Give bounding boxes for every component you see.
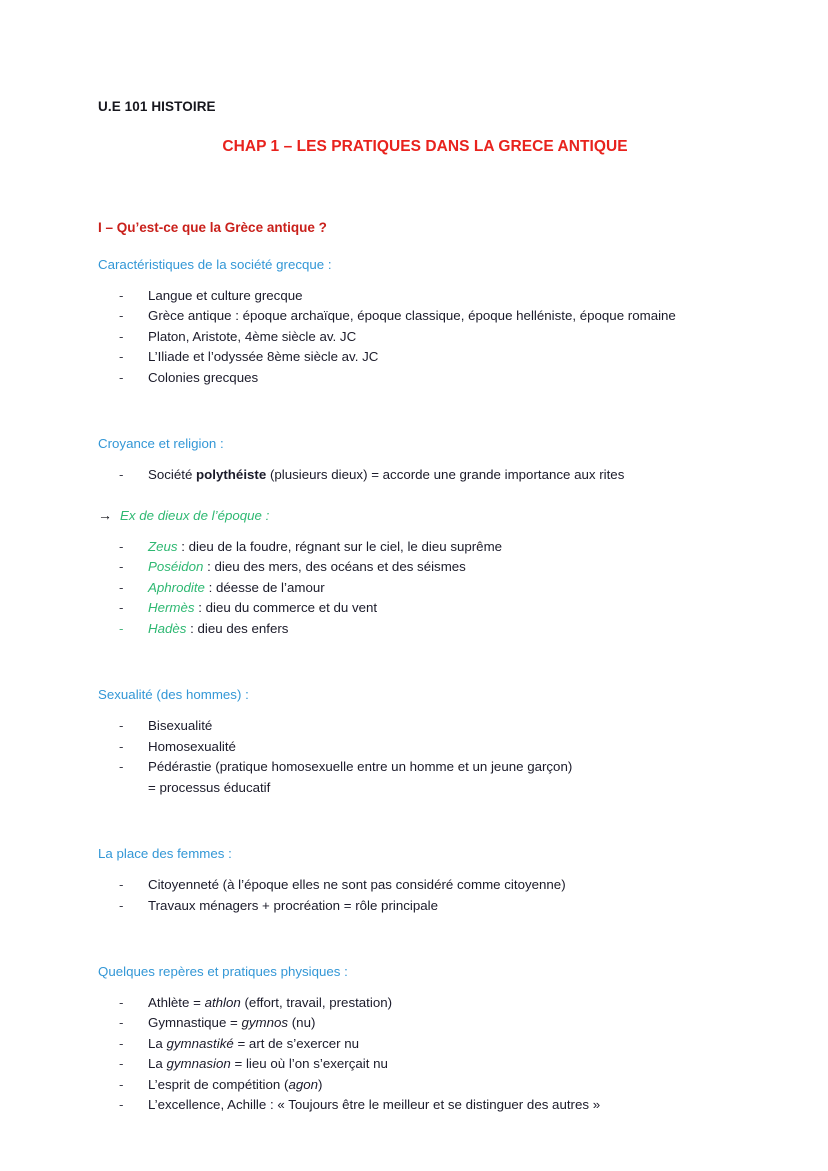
dash-bullet-icon: - xyxy=(119,994,124,1010)
god-description: : dieu des mers, des océans et des séismes xyxy=(203,559,466,575)
greek-term: athlon xyxy=(204,994,241,1010)
list-item-text: Langue et culture grecque xyxy=(148,288,303,303)
list-item xyxy=(98,1034,738,1054)
greek-term: gymnasion xyxy=(166,1056,231,1072)
god-description: : déesse de l’amour xyxy=(204,579,325,595)
dash-bullet-icon: - xyxy=(119,467,124,483)
list-croyance xyxy=(98,465,738,485)
dash-bullet-icon: - xyxy=(119,328,124,344)
list-item-suffix: ) xyxy=(318,1076,323,1092)
greek-term: gymnastiké xyxy=(166,1035,234,1051)
list-item xyxy=(98,1095,738,1115)
list-sexualite xyxy=(98,716,738,798)
list-item xyxy=(98,286,738,306)
list-item-prefix: Athlète = xyxy=(148,994,205,1010)
list-item-prefix: Société xyxy=(148,467,197,483)
list-caracteristiques xyxy=(98,286,738,388)
list-item xyxy=(98,757,738,798)
subheading-croyance: Croyance et religion : xyxy=(98,436,224,452)
dash-bullet-icon: - xyxy=(119,538,124,554)
god-description: : dieu du commerce et du vent xyxy=(194,600,378,616)
list-item-text: Homosexualité xyxy=(148,738,236,754)
subheading-sexualite: Sexualité (des hommes) : xyxy=(98,687,249,703)
list-item xyxy=(98,993,738,1013)
list-item xyxy=(98,557,738,577)
list-item xyxy=(98,598,738,618)
arrow-note-dieux xyxy=(98,508,738,523)
list-item xyxy=(98,578,738,598)
dash-bullet-icon: - xyxy=(119,288,124,303)
list-femmes xyxy=(98,875,738,916)
greek-term: agon xyxy=(288,1076,319,1092)
list-item-text: Grèce antique : époque archaïque, époque classique, époque helléniste, époque romaine xyxy=(148,308,676,324)
dash-bullet-icon: - xyxy=(119,738,124,754)
subheading-femmes: La place des femmes : xyxy=(98,846,232,862)
list-item-prefix: L’esprit de compétition ( xyxy=(148,1076,289,1092)
list-item xyxy=(98,537,738,557)
section-heading-1: I – Qu’est-ce que la Grèce antique ? xyxy=(98,220,327,235)
list-item xyxy=(98,327,738,347)
dash-bullet-icon: - xyxy=(119,759,124,775)
list-item xyxy=(98,716,738,736)
dash-bullet-icon: - xyxy=(119,877,124,893)
list-item-prefix: Gymnastique = xyxy=(148,1015,242,1031)
god-description: : dieu des enfers xyxy=(186,620,289,636)
god-name: Zeus xyxy=(148,538,178,554)
list-item-text: Travaux ménagers + procréation = rôle principale xyxy=(148,897,438,913)
list-item xyxy=(98,368,738,388)
list-item-suffix: (nu) xyxy=(288,1015,316,1031)
course-code: U.E 101 HISTOIRE xyxy=(98,99,216,114)
dash-bullet-icon: - xyxy=(119,620,124,636)
list-item-suffix: = lieu où l’on s’exerçait nu xyxy=(230,1056,388,1072)
god-name: Aphrodite xyxy=(148,579,205,595)
greek-term: gymnos xyxy=(241,1015,289,1031)
list-item xyxy=(98,737,738,757)
list-item-suffix: = art de s’exercer nu xyxy=(233,1035,360,1051)
list-item xyxy=(98,1075,738,1095)
list-item-text: Colonies grecques xyxy=(148,369,259,385)
list-item xyxy=(98,1054,738,1074)
subheading-reperes: Quelques repères et pratiques physiques : xyxy=(98,963,348,979)
document-content xyxy=(98,99,738,1116)
list-item-text: Citoyenneté (à l’époque elles ne sont pas considéré comme citoyenne) xyxy=(148,877,566,893)
list-item xyxy=(98,1013,738,1033)
subheading-caracteristiques: Caractéristiques de la société grecque : xyxy=(98,257,332,272)
list-item-suffix: (plusieurs dieux) = accorde une grande importance aux rites xyxy=(266,467,625,483)
list-item xyxy=(98,896,738,916)
god-description: : dieu de la foudre, régnant sur le ciel, le dieu suprême xyxy=(177,538,503,554)
god-name: Hadès xyxy=(148,620,187,636)
list-dieux xyxy=(98,537,738,639)
dash-bullet-icon: - xyxy=(119,1056,124,1072)
dash-bullet-icon: - xyxy=(119,1076,124,1092)
dash-bullet-icon: - xyxy=(119,1035,124,1051)
arrow-right-icon: → xyxy=(98,506,112,523)
list-item xyxy=(98,619,738,639)
dash-bullet-icon: - xyxy=(119,1015,124,1031)
dash-bullet-icon: - xyxy=(119,369,124,385)
dash-bullet-icon: - xyxy=(119,897,124,913)
list-item xyxy=(98,306,738,326)
list-item xyxy=(98,465,738,485)
dash-bullet-icon: - xyxy=(119,1097,124,1113)
list-item-continuation: = processus éducatif xyxy=(148,779,271,795)
chapter-title: CHAP 1 – LES PRATIQUES DANS LA GRECE ANTIQUE xyxy=(222,138,628,155)
list-item-bold-term: polythéiste xyxy=(196,467,267,483)
list-item-prefix: L’excellence, Achille : « Toujours être le meilleur et se distinguer des autres » xyxy=(148,1097,601,1113)
list-item-prefix: La xyxy=(148,1035,167,1051)
dash-bullet-icon: - xyxy=(119,600,124,616)
list-reperes xyxy=(98,993,738,1116)
list-item-text: Platon, Aristote, 4ème siècle av. JC xyxy=(148,328,357,344)
dash-bullet-icon: - xyxy=(119,559,124,575)
dash-bullet-icon: - xyxy=(119,718,124,734)
arrow-note-text: Ex de dieux de l’époque : xyxy=(120,507,270,523)
list-item xyxy=(98,347,738,367)
list-item-text: Bisexualité xyxy=(148,718,213,734)
list-item-text: L’Iliade et l’odyssée 8ème siècle av. JC xyxy=(148,349,379,365)
dash-bullet-icon: - xyxy=(119,579,124,595)
dash-bullet-icon: - xyxy=(119,349,124,365)
god-name: Hermès xyxy=(148,600,195,616)
list-item-prefix: La xyxy=(148,1056,167,1072)
list-item-text: Pédérastie (pratique homosexuelle entre un homme et un jeune garçon) xyxy=(148,759,573,775)
dash-bullet-icon: - xyxy=(119,308,124,324)
list-item-suffix: (effort, travail, prestation) xyxy=(240,994,393,1010)
god-name: Poséidon xyxy=(148,559,204,575)
list-item xyxy=(98,875,738,895)
